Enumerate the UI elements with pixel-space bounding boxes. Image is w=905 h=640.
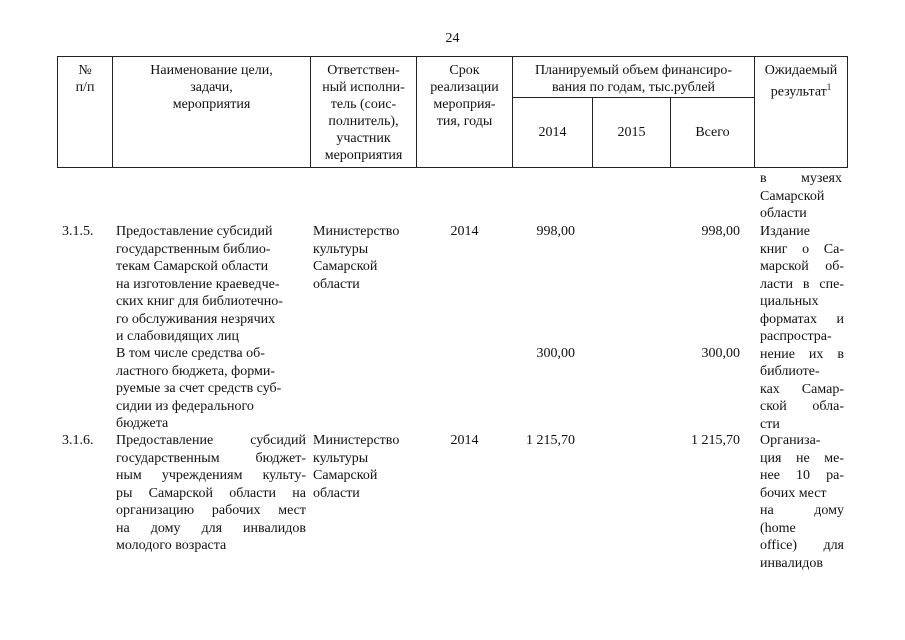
- row-value-2014: 998,00: [536, 224, 575, 239]
- header-2015: 2015: [617, 125, 646, 140]
- row-subname: В том числе средства об- ластного бюджета, форми- руемые за счет средств суб- сидии из федерального бюджета: [116, 346, 282, 431]
- row-term: 2014: [450, 224, 479, 239]
- row-result: Организа- ция не ме- нее 10 ра- бочих мест на дому (home office) для инвалидов: [760, 433, 844, 571]
- row-term: 2014: [450, 433, 479, 448]
- carryover-result: в музеях Самарской области: [760, 171, 842, 221]
- row-subvalue-total: 300,00: [701, 346, 740, 361]
- row-name: Предоставление субсидий государственным бюджет- ным учреждениям культу- ры Самарской области на организацию рабочих мест на дому для инвалидов молодого возраста: [116, 433, 306, 553]
- row-value-2014: 1 215,70: [526, 433, 575, 448]
- header-2014: 2014: [538, 125, 567, 140]
- row-executor: Министерство культуры Самарской области: [313, 433, 400, 501]
- row-executor: Министерство культуры Самарской области: [313, 224, 400, 292]
- row-result: Издание книг о Са- марской об- ласти в спе- циальных форматах и распростра- нение их в библиоте- ках Самар- ской обла- сти: [760, 224, 844, 432]
- row-value-total: 1 215,70: [691, 433, 740, 448]
- header-name: Наименование цели, задачи, мероприятия: [150, 63, 273, 112]
- header-executor: Ответствен- ный исполни- тель (соис- полнитель), участник мероприятия: [322, 63, 405, 163]
- row-number: 3.1.5.: [62, 224, 94, 239]
- header-number: № п/п: [75, 63, 95, 95]
- row-subvalue-2014: 300,00: [536, 346, 575, 361]
- page-number: 24: [445, 31, 460, 46]
- header-financing: Планируемый объем финансиро- вания по годам, тыс.рублей: [534, 63, 733, 95]
- header-total: Всего: [695, 125, 730, 140]
- row-value-total: 998,00: [701, 224, 740, 239]
- header-result: Ожидаемый результат$^1$: [764, 63, 838, 100]
- row-name: Предоставление субсидий государственным библио- текам Самарской области на изготовление краеведче- ских книг для библиотечно- го обслуживания незрячих и слабовидящих лиц: [116, 224, 283, 344]
- row-number: 3.1.6.: [62, 433, 94, 448]
- header-term: Срок реализации мероприя- тия, годы: [430, 63, 499, 129]
